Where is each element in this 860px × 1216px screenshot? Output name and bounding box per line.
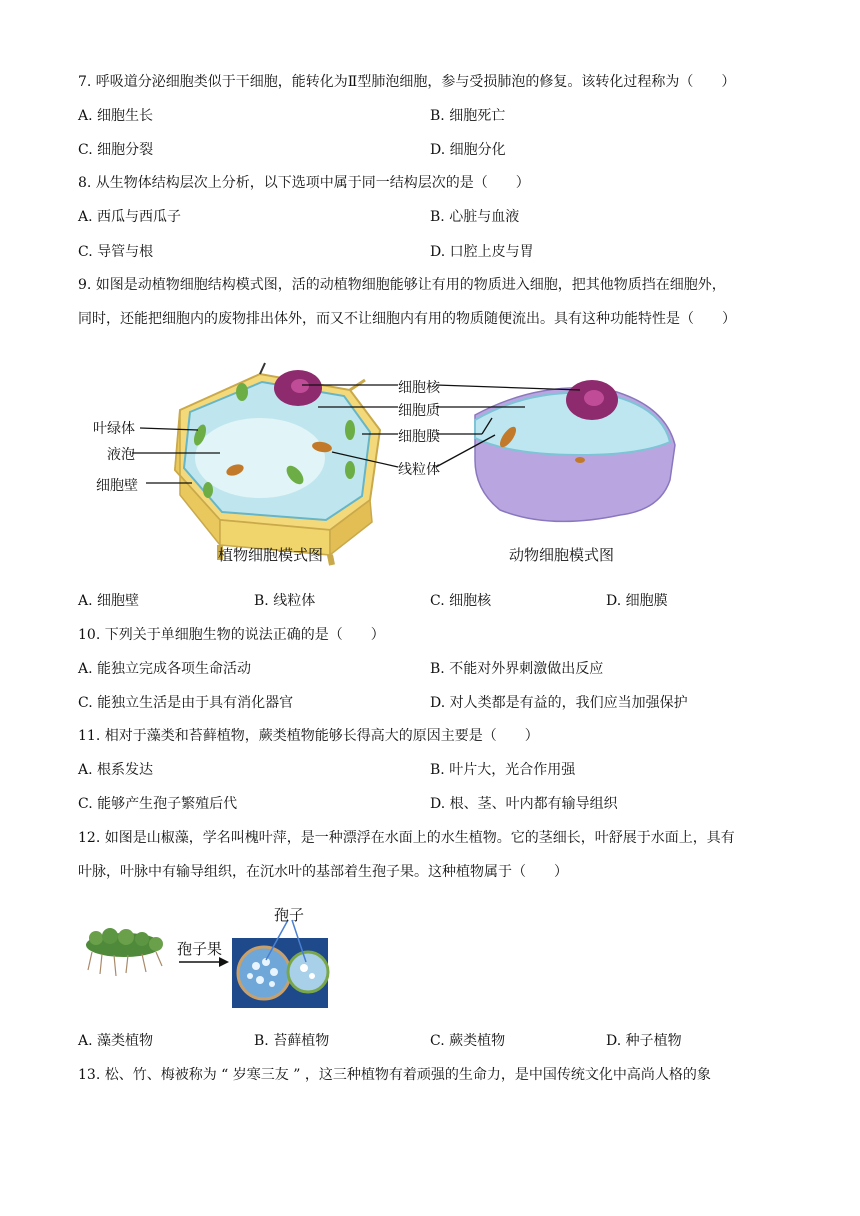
question-12-stem-line1: 12. 如图是山椒藻，学名叫槐叶萍，是一种漂浮在水面上的水生植物。它的茎细长，叶舒展于水面上，具有: [78, 830, 735, 846]
q9-option-a: A. 细胞壁: [78, 593, 140, 609]
q8-option-c: C. 导管与根: [78, 244, 154, 260]
question-9-stem-line2: 同时，还能把细胞内的废物排出体外，而又不让细胞内有用的物质随便流出。具有这种功能特性是（ ）: [78, 311, 736, 327]
label-mitochondria: 线粒体: [398, 462, 440, 478]
question-12-stem-line2: 叶脉，叶脉中有输导组织，在沉水叶的基部着生孢子果。这种植物属于（ ）: [78, 864, 568, 880]
label-cytoplasm: 细胞质: [398, 403, 440, 419]
q7-option-b: B. 细胞死亡: [430, 108, 506, 124]
q12-option-d: D. 种子植物: [606, 1033, 682, 1049]
label-vacuole: 液泡: [107, 447, 135, 463]
question-7-stem: 7. 呼吸道分泌细胞类似于干细胞，能转化为Ⅱ型肺泡细胞，参与受损肺泡的修复。该转化过程称为（ ）: [78, 74, 736, 90]
plant-cell-illustration: [175, 363, 380, 565]
q10-option-a: A. 能独立完成各项生命活动: [78, 661, 252, 677]
plant-cell-caption: 植物细胞模式图: [218, 546, 324, 564]
q10-option-d: D. 对人类都是有益的，我们应当加强保护: [430, 695, 688, 711]
label-nucleus: 细胞核: [398, 380, 440, 396]
label-cell-membrane: 细胞膜: [398, 429, 440, 445]
animal-cell-illustration: [475, 380, 675, 521]
q7-option-d: D. 细胞分化: [430, 142, 506, 158]
q12-option-b: B. 苔藓植物: [254, 1033, 330, 1049]
q8-option-a: A. 西瓜与西瓜子: [78, 209, 182, 225]
q9-option-b: B. 线粒体: [254, 593, 316, 609]
sporocarp-photo: [232, 938, 328, 1008]
q12-option-c: C. 蕨类植物: [430, 1033, 506, 1049]
q10-option-b: B. 不能对外界刺激做出反应: [430, 661, 604, 677]
question-10-stem: 10. 下列关于单细胞生物的说法正确的是（ ）: [78, 627, 385, 643]
q11-option-b: B. 叶片大，光合作用强: [430, 762, 576, 778]
label-spore: 孢子: [274, 906, 305, 924]
q8-option-b: B. 心脏与血液: [430, 209, 520, 225]
salvinia-plant-illustration: [86, 928, 163, 976]
animal-cell-caption: 动物细胞模式图: [509, 546, 615, 564]
q8-option-d: D. 口腔上皮与胃: [430, 244, 534, 260]
q7-option-c: C. 细胞分裂: [78, 142, 154, 158]
question-13-stem-line1: 13. 松、竹、梅被称为 “ 岁寒三友 ” ，这三种植物有着顽强的生命力，是中国传统文化中高尚人格的象: [78, 1067, 711, 1083]
q10-option-c: C. 能独立生活是由于具有消化器官: [78, 695, 294, 711]
q11-option-c: C. 能够产生孢子繁殖后代: [78, 796, 238, 812]
question-11-stem: 11. 相对于藻类和苔藓植物，蕨类植物能够长得高大的原因主要是（ ）: [78, 728, 539, 744]
q11-option-d: D. 根、茎、叶内都有输导组织: [430, 796, 618, 812]
q11-option-a: A. 根系发达: [78, 762, 154, 778]
q7-option-a: A. 细胞生长: [78, 108, 154, 124]
q9-option-c: C. 细胞核: [430, 593, 492, 609]
label-cell-wall: 细胞壁: [96, 478, 138, 494]
question-8-stem: 8. 从生物体结构层次上分析，以下选项中属于同一结构层次的是（ ）: [78, 175, 530, 191]
label-chloroplast: 叶绿体: [93, 421, 135, 437]
question-9-stem-line1: 9. 如图是动植物细胞结构模式图，活的动植物细胞能够让有用的物质进入细胞，把其他物质挡在细胞外，: [78, 277, 726, 293]
q12-option-a: A. 藻类植物: [78, 1033, 154, 1049]
label-sporocarp: 孢子果: [177, 940, 223, 958]
q9-option-d: D. 细胞膜: [606, 593, 668, 609]
